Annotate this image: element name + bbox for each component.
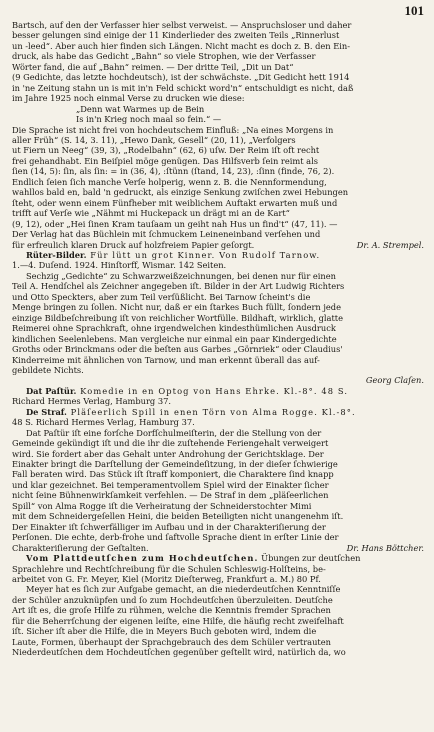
book-details: Komedie in en Optog von Hans Ehrke. Kl.-8°. 48 S. <box>76 385 349 396</box>
text-line: Kinderreime mit ähnlichen von Tarnow, und man erkennt überall das auf- <box>12 354 320 365</box>
text-line-content: Charakteriſierung der Geſtalten. <box>12 542 149 553</box>
reviewer-signature: Dr. Hans Böttcher. <box>346 542 424 553</box>
text-line: Laute, Formen, überhaupt der Sprachgebrauch des dem Schüler vertrauten <box>12 636 331 647</box>
text-line: und Otto Speckters, aber zum Teil verſüßlicht. Bei Tarnow ſcheint's die <box>12 291 311 302</box>
review-de-straf <box>12 407 424 553</box>
text-line: in 'ne Zeitung stahn un is mit in'n Feld schickt word'n“ entschuldigt es nicht, daß <box>12 82 354 93</box>
text-line: Die Sprache ist nicht frei von hochdeutschem Einfluß: „Na eines Morgens in <box>12 124 334 135</box>
text-line: mit dem Schneidergeſellen Heini, die beiden Beteiligten nicht unangenehm iſt. <box>12 511 344 522</box>
text-line: Sechzig „Gedichte“ zu Schwarzweißzeichnungen, bei denen nur für einen <box>26 270 336 281</box>
text-line <box>12 240 424 250</box>
text-line: gebildete Nichts. <box>12 364 84 375</box>
book-title: Vom Plattdeutſchen zum Hochdeutſchen. <box>26 553 259 564</box>
text-line: und klar gezeichnet. Bei temperamentvollem Spiel wird der Einakter ſicher <box>12 479 329 490</box>
text-line: Reimerei ohne Sprachkraft, ohne irgendwelchen kindesthümlichen Ausdruck <box>12 323 336 334</box>
quoted-verse: „Denn wat Warmes up de Bein <box>76 103 205 114</box>
reviewer-signature: Dr. A. Strempel. <box>356 239 424 250</box>
text-line: ſteht, oder wenn einem Fünfheber mit weiblichem Auftakt erwarten muß und <box>12 197 338 208</box>
text-line: Teil A. Hendſchel als Zeichner angegeben iſt. Bilder in der Art Ludwig Richters <box>12 281 345 292</box>
text-line: aller Früh“ (S. 14, 3. 11), „Hewo Dank, Gesell“ (20, 11), „Verfolgers <box>12 134 296 145</box>
book-title: Dat Paſtür. <box>26 385 77 396</box>
text-line: Niederdeutſchen dem Hochdeutſchen gegenüber geſtellt wird, natürlich da, wo <box>12 647 346 658</box>
book-details-line: Sprachlehre und Rechtſchreibung für die Schulen Schleswig-Holſteins, be- <box>12 563 326 574</box>
text-line: Groths oder Brinckmans oder die beſten aus Garbes „Görnriek“ oder Claudius' <box>12 344 343 355</box>
text-line: wird. Sie fordert aber das Gehalt unter Androhung der Gerichtsklage. Der <box>12 448 324 459</box>
page-number: 101 <box>404 3 424 18</box>
text-line: iſt. Sicher iſt aber die Hilfe, die in Meyers Buch geboten wird, indem die <box>12 626 317 637</box>
text-line: der Schüler anzuknüpfen und ſo zum Hochdeutſchen überzuleiten. Deutſche <box>12 594 333 605</box>
book-details: Für lütt un grot Kinner. Von Rudolf Tarnow. <box>86 249 321 260</box>
text-line: kindlichen Seelenlebens. Man vergleiche nur einmal ein paar Kindergedichte <box>12 333 337 344</box>
text-line: un -leed“. Aber auch hier finden sich Längen. Nicht macht es doch z. B. den Ein- <box>12 40 350 51</box>
text-line: einzige Bildbeſchreibung iſt von reichlicher Wortfülle. Bildhaft, wirklich, glatte <box>12 312 343 323</box>
text-line: für die Beherrſchung der eigenen leiſte, eine Hilfe, die häufig recht zweifelhaft <box>12 615 344 626</box>
book-title: De Straf. <box>26 406 67 417</box>
text-line: Art iſt es, die groſe Hilfe zu rühmen, welche die Kenntnis fremder Sprachen <box>12 605 331 616</box>
text-line: Der Verlag hat das Büchlein mit ſchmuckem Leineneinband verſehen und <box>12 229 321 240</box>
review-heading <box>12 386 424 396</box>
review-rinnerlust <box>12 20 424 250</box>
text-line: Dat Paſtür iſt eine forſche Dorfſchulmeiſterin, der die Stellung von der <box>26 427 322 438</box>
text-line: nicht ſeine Bühnenwirkſamkeit verfehlen. — De Straf in dem „pläſeerlichen <box>12 490 329 501</box>
text-line: im Jahre 1925 noch einmal Verse zu drucken wie diese: <box>12 93 245 104</box>
text-line: Wörter fand, die auf „Bahn“ reimen. — Der dritte Teil, „Dit un Dat“ <box>12 61 294 72</box>
review-dat-pastuer <box>12 386 424 407</box>
book-details-line: arbeitet von G. Fr. Meyer, Kiel (Moritz Dieſterweg, Frankfurt a. M.) 80 Pf. <box>12 574 321 585</box>
review-rueter-bilder <box>12 250 424 386</box>
text-line: Der Einakter iſt ſchwerfälliger im Aufbau und in der Charakteriſierung der <box>12 521 326 532</box>
book-title: Rüter-Bilder. <box>26 249 87 260</box>
reviewer-signature: Georg Claſen. <box>365 375 424 386</box>
text-line: Fall beraten wird. Das Stück iſt ſtraff komponiert, die Charaktere ſind knapp <box>12 469 334 480</box>
text-line-content: für erfreulich klaren Druck auf holzfreiem Papier geſorgt. <box>12 239 255 250</box>
text-line: Einakter bringt die Darſtellung der Gemeindeſitzung, in der dieſer ſchwierige <box>12 459 338 470</box>
text-line: ſien (14, 5): ſin, als ſin: = in (36, 4), :ſtünn (ſtand, 14, 23), :ſinn (finde, 76, 2). <box>12 166 335 177</box>
review-heading <box>12 553 424 563</box>
text-line: (9 Gedichte, das letzte hochdeutsch), ist der schwächste. „Dit Gedicht hett 1914 <box>12 72 350 83</box>
book-details-line: 1.—4. Duſend. 1924. Hinſtorff, Wismar. 142 Seiten. <box>12 260 227 271</box>
text-line: druck, als habe das Gedicht „Bahn“ so viele Strophen, wie der Verfasser <box>12 51 316 62</box>
book-details-line: 48 S. Richard Hermes Verlag, Hamburg 37. <box>12 417 195 428</box>
text-line: Gemeinde gekündigt iſt und die ihr die zuſtehende Feriengehalt verweigert <box>12 438 329 449</box>
text-line: Menge bringen zu ſollen. Nicht nur, daß er ein ſtarkes Buch füllt, ſondern jede <box>12 302 341 313</box>
review-vom-plattdeutschen <box>12 553 424 658</box>
text-line: Bartsch, auf den der Verfasser hier selbst verweist. — Anspruchsloser und daher <box>12 20 352 30</box>
review-heading <box>12 250 424 260</box>
book-details-line: Richard Hermes Verlag, Hamburg 37. <box>12 396 171 407</box>
text-line: wahllos bald en, bald 'n gedruckt, als einzige Senkung zwiſchen zwei Hebungen <box>12 187 349 198</box>
text-line: frei gehandhabt. Ein Beiſpiel möge genügen. Das Hilfsverb ſein reimt als <box>12 155 318 166</box>
book-details: Übungen zur deutſchen <box>258 553 361 564</box>
text-line: Spill“ von Alma Rogge iſt die Verheiratung der Schneiderstochter Mimi <box>12 500 312 511</box>
text-line: (9, 12), oder „Hei ſinen Kram tauſaam un geiht nah Hus un find't“ (47, 11). — <box>12 218 338 229</box>
review-heading <box>12 407 424 417</box>
text-line: Meyer hat es ſich zur Aufgabe gemacht, an die niederdeutſchen Kenntniſſe <box>26 584 341 595</box>
text-line <box>12 543 424 553</box>
text-line: Perſonen. Die echte, derb-frohe und ſaftvolle Sprache dient in erſter Linie der <box>12 532 339 543</box>
quoted-verse: Is in'n Krieg noch maal so fein.“ — <box>76 114 222 125</box>
text-line: ut Fiern un Neeg“ (39, 3), „Rodelbahn“ (62, 6) uſw. Der Reim iſt oft recht <box>12 145 320 156</box>
text-line: trifft auf Verſe wie „Nähmt mi Huckepack un drägt mi an de Kart“ <box>12 208 290 219</box>
text-line: besser gelungen sind einige der 11 Kinderlieder des zweiten Teils „Rinnerlust <box>12 30 340 41</box>
text-line: Endlich ſeien ſich manche Verſe holperig, wenn z. B. die Nennformendung, <box>12 176 327 187</box>
book-details: Pläſeerlich Spill in enen Törn von Alma Rogge. Kl.-8°. <box>66 406 356 417</box>
text-column <box>12 20 424 658</box>
